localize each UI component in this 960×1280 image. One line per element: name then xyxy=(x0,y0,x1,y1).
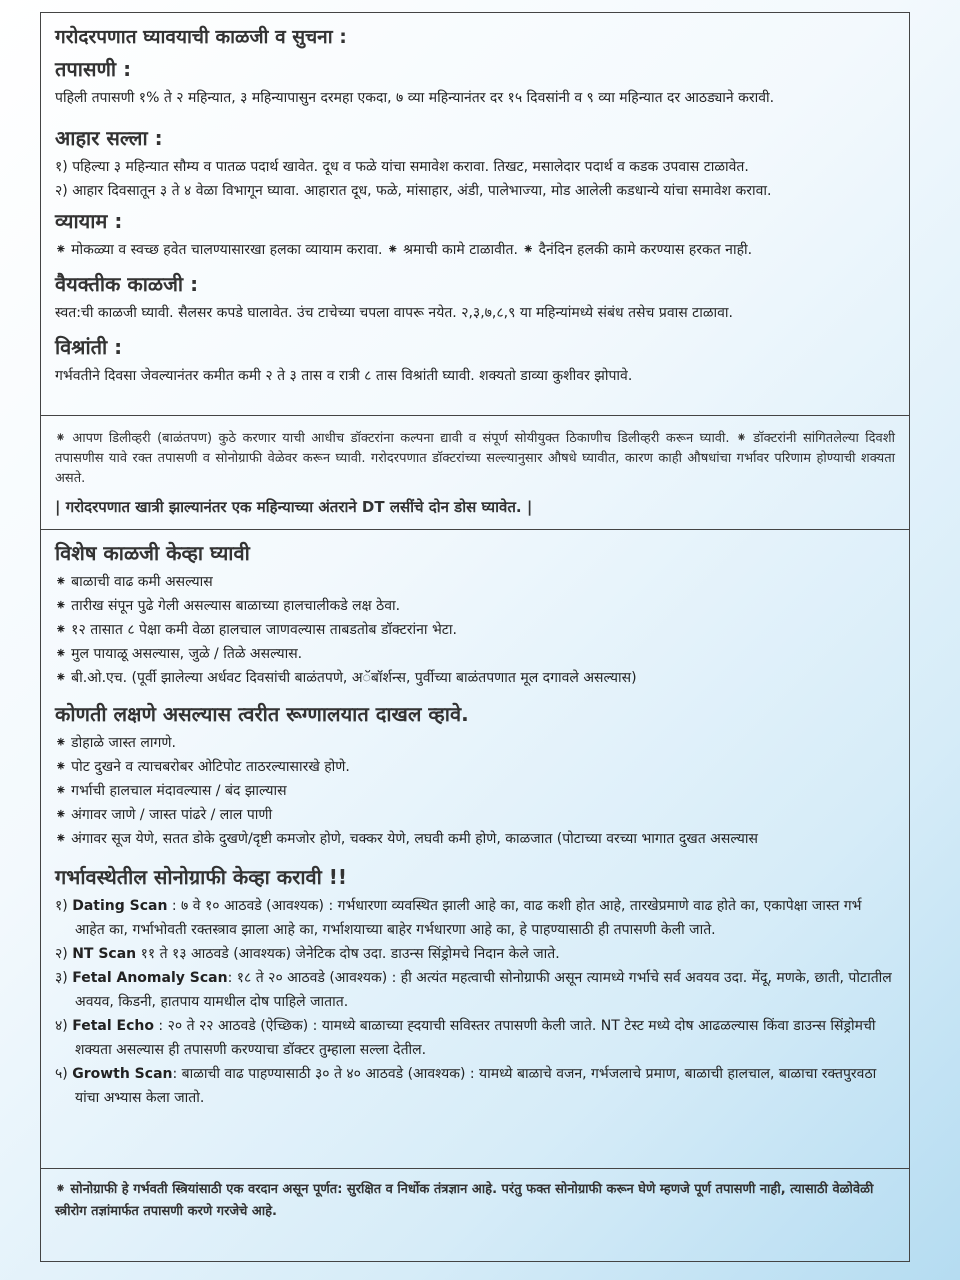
document-frame xyxy=(40,12,910,1262)
symptoms-heading: कोणती लक्षणे असल्यास त्वरीत रूग्णालयात दाखल व्हावे. xyxy=(55,702,469,726)
list-item: ⁕ बी.ओ.एच. (पूर्वी झालेल्या अर्धवट दिवसांची बाळंतपणे, अॅबॉर्शन्स, पुर्वीच्या बाळंतपणात मूल दगावले असल्यास) xyxy=(55,670,637,686)
scan-name: NT Scan xyxy=(72,946,137,962)
checkup-text: पहिली तपासणी १% ते २ महिन्यात, ३ महिन्यापासुन दरमहा एकदा, ७ व्या महिन्यानंतर दर १५ दिवसांनी व ९ व्या महिन्यात दर आठड्याने करावी. xyxy=(55,90,775,106)
special-care-heading: विशेष काळजी केव्हा घ्यावी xyxy=(55,541,250,565)
scan-description: : ७ वे १० आठवडे (आवश्यक) : गर्भधारणा व्यवस्थित झाली आहे का, वाढ कशी होत आहे, तारखेप्रमाणे वाढ होते का, एकापेक्षा जास्त गर्भ आहेत का, गर्भाभोवती रक्तस्त्राव झाला आहे का, गर्भाशयाच्या बाहेर गर्भधारणा आहे का, हे पाहण्यासाठी ही तपासणी केली जाते. xyxy=(75,898,862,938)
list-item xyxy=(55,1062,895,1110)
rest-heading: विश्रांती : xyxy=(55,335,123,359)
list-item xyxy=(55,942,895,966)
list-item xyxy=(55,966,895,1014)
diet-list xyxy=(55,155,895,203)
divider xyxy=(41,1168,909,1169)
list-item: २) आहार दिवसातून ३ ते ४ वेळा विभागून घ्यावा. आहारात दूध, फळे, मांसाहार, अंडी, पालेभाज्या, मोड आलेली कडधान्ये यांचा समावेश करावा. xyxy=(55,183,772,199)
divider xyxy=(41,415,909,416)
scan-description: : १८ ते २० आठवडे (आवश्यक) : ही अत्यंत महत्वाची सोनोग्राफी असून त्यामध्ये गर्भाचे सर्व अवयव उदा. मेंदू, मणके, छाती, पोटातील अवयव, किडनी, हातपाय यामधील दोष पाहिले जातात. xyxy=(75,970,892,1010)
instructions-section xyxy=(55,23,895,388)
rest-text: गर्भवतीने दिवसा जेवल्यानंतर कमीत कमी २ ते ३ तास व रात्री ८ तास विश्रांती घ्यावी. शक्यतो डाव्या कुशीवर झोपावे. xyxy=(55,368,633,384)
diet-heading: आहार सल्ला : xyxy=(55,126,163,150)
list-item xyxy=(55,1014,895,1062)
scan-name: Fetal Anomaly Scan xyxy=(72,970,228,986)
page-title: गरोदरपणात घ्यावयाची काळजी व सुचना : xyxy=(55,26,347,48)
item-number: २) xyxy=(55,946,68,962)
list-item: ⁕ अंगावर सूज येणे, सतत डोके दुखणे/दृष्टी कमजोर होणे, चक्कर येणे, लघवी कमी होणे, काळजात (पोटाच्या वरच्या भागात दुखत असल्यास xyxy=(55,831,758,847)
list-item xyxy=(55,894,895,942)
notes-section xyxy=(55,429,895,517)
scan-description: : २० ते २२ आठवडे (ऐच्छिक) : यामध्ये बाळाच्या ह्दयाची सविस्तर तपासणी केली जाते. NT टेस्ट मध्ये दोष आढळल्यास किंवा डाउन्स सिंड्रोमची शक्यता असल्यास ही तपासणी करण्याचा डॉक्टर तुम्हाला सल्ला देतील. xyxy=(75,1018,876,1058)
personal-care-heading: वैयक्तीक काळजी : xyxy=(55,272,199,296)
sonography-list xyxy=(55,894,895,1110)
personal-care-text: स्वत:ची काळजी घ्यावी. सैलसर कपडे घालावेत. उंच टाचेच्या चपला वापरू नयेत. २,३,७,८,९ या महिन्यांमध्ये संबंध तसेच प्रवास टाळावा. xyxy=(55,305,733,321)
list-item: ⁕ मुल पायाळू असल्यास, जुळे / तिळे असल्यास. xyxy=(55,646,303,662)
scan-name: Growth Scan xyxy=(72,1066,173,1082)
list-item: ⁕ डोहाळे जास्त लागणे. xyxy=(55,735,176,751)
footer-section xyxy=(55,1179,895,1223)
footer-note: ⁕ सोनोग्राफी हे गर्भवती स्त्रियांसाठी एक वरदान असून पूर्णत: सुरक्षित व निर्धोक तंत्रज्ञान आहे. परंतु फक्त सोनोग्राफी करून घेणे म्हणजे पूर्ण तपासणी नाही, त्यासाठी वेळोवेळी स्त्रीरोग तज्ञांमार्फत तपासणी करणे गरजेचे आहे. xyxy=(55,1182,874,1219)
divider xyxy=(41,529,909,530)
symptoms-list xyxy=(55,731,895,851)
item-number: ५) xyxy=(55,1066,68,1082)
scan-name: Dating Scan xyxy=(72,898,168,914)
scan-name: Fetal Echo xyxy=(72,1018,154,1034)
item-number: १) xyxy=(55,898,68,914)
scan-description: ११ ते १३ आठवडे (आवश्यक) जेनेटिक दोष उदा. डाउन्स सिंड्रोमचे निदान केले जाते. xyxy=(136,946,560,962)
list-item: ⁕ अंगावर जाणे / जास्त पांढरे / लाल पाणी xyxy=(55,807,273,823)
exercise-heading: व्यायाम : xyxy=(55,209,123,233)
list-item: ⁕ १२ तासात ८ पेक्षा कमी वेळा हालचाल जाणवल्यास ताबडतोब डॉक्टरांना भेटा. xyxy=(55,622,457,638)
sonography-heading: गर्भावस्थेतील सोनोग्राफी केव्हा करावी !! xyxy=(55,865,348,889)
list-item: ⁕ बाळाची वाढ कमी असल्यास xyxy=(55,574,213,590)
special-care-section xyxy=(55,539,895,1110)
list-item: ⁕ तारीख संपून पुढे गेली असल्यास बाळाच्या हालचालीकडे लक्ष ठेवा. xyxy=(55,598,401,614)
special-care-list xyxy=(55,570,895,690)
delivery-note: ⁕ आपण डिलीव्हरी (बाळंतपण) कुठे करणार याची आधीच डॉक्टरांना कल्पना द्यावी व संपूर्ण सोयीयुक्त ठिकाणीच डिलीव्हरी करून घ्यावी. ⁕ डॉक्टरांनी सांगितलेल्या दिवशी तपासणीस यावे रक्त तपासणी व सोनोग्राफी वेळेवर करून घ्यावी. गरोदरपणात डॉक्टरांच्या सल्ल्यानुसार औषधे घ्यावीत, कारण काही औषधांचा गर्भावर परिणाम होण्याची शक्यता असते. xyxy=(55,431,895,486)
scan-description: : बाळाची वाढ पाहण्यासाठी ३० ते ४० आठवडे (आवश्यक) : यामध्ये बाळाचे वजन, गर्भजलाचे प्रमाण, बाळाची हालचाल, बाळाचा रक्तपुरवठा यांचा अभ्यास केला जातो. xyxy=(75,1066,877,1106)
exercise-text: ⁕ मोकळ्या व स्वच्छ हवेत चालण्यासारखा हलका व्यायाम करावा. ⁕ श्रमाची कामे टाळावीत. ⁕ दैनंदिन हलकी कामे करण्यास हरकत नाही. xyxy=(55,242,753,258)
list-item: १) पहिल्या ३ महिन्यात सौम्य व पातळ पदार्थ खावेत. दूध व फळे यांचा समावेश करावा. तिखट, मसालेदार पदार्थ व कडक उपवास टाळावेत. xyxy=(55,159,749,175)
list-item: ⁕ पोट दुखने व त्याचबरोबर ओटिपोट ताठरल्यासारखे होणे. xyxy=(55,759,350,775)
item-number: ३) xyxy=(55,970,68,986)
checkup-heading: तपासणी : xyxy=(55,57,132,81)
dt-vaccine-note: | गरोदरपणात खात्री झाल्यानंतर एक महिन्याच्या अंतराने DT लसींचे दोन डोस घ्यावेत. | xyxy=(55,498,533,516)
list-item: ⁕ गर्भाची हालचाल मंदावल्यास / बंद झाल्यास xyxy=(55,783,287,799)
item-number: ४) xyxy=(55,1018,68,1034)
